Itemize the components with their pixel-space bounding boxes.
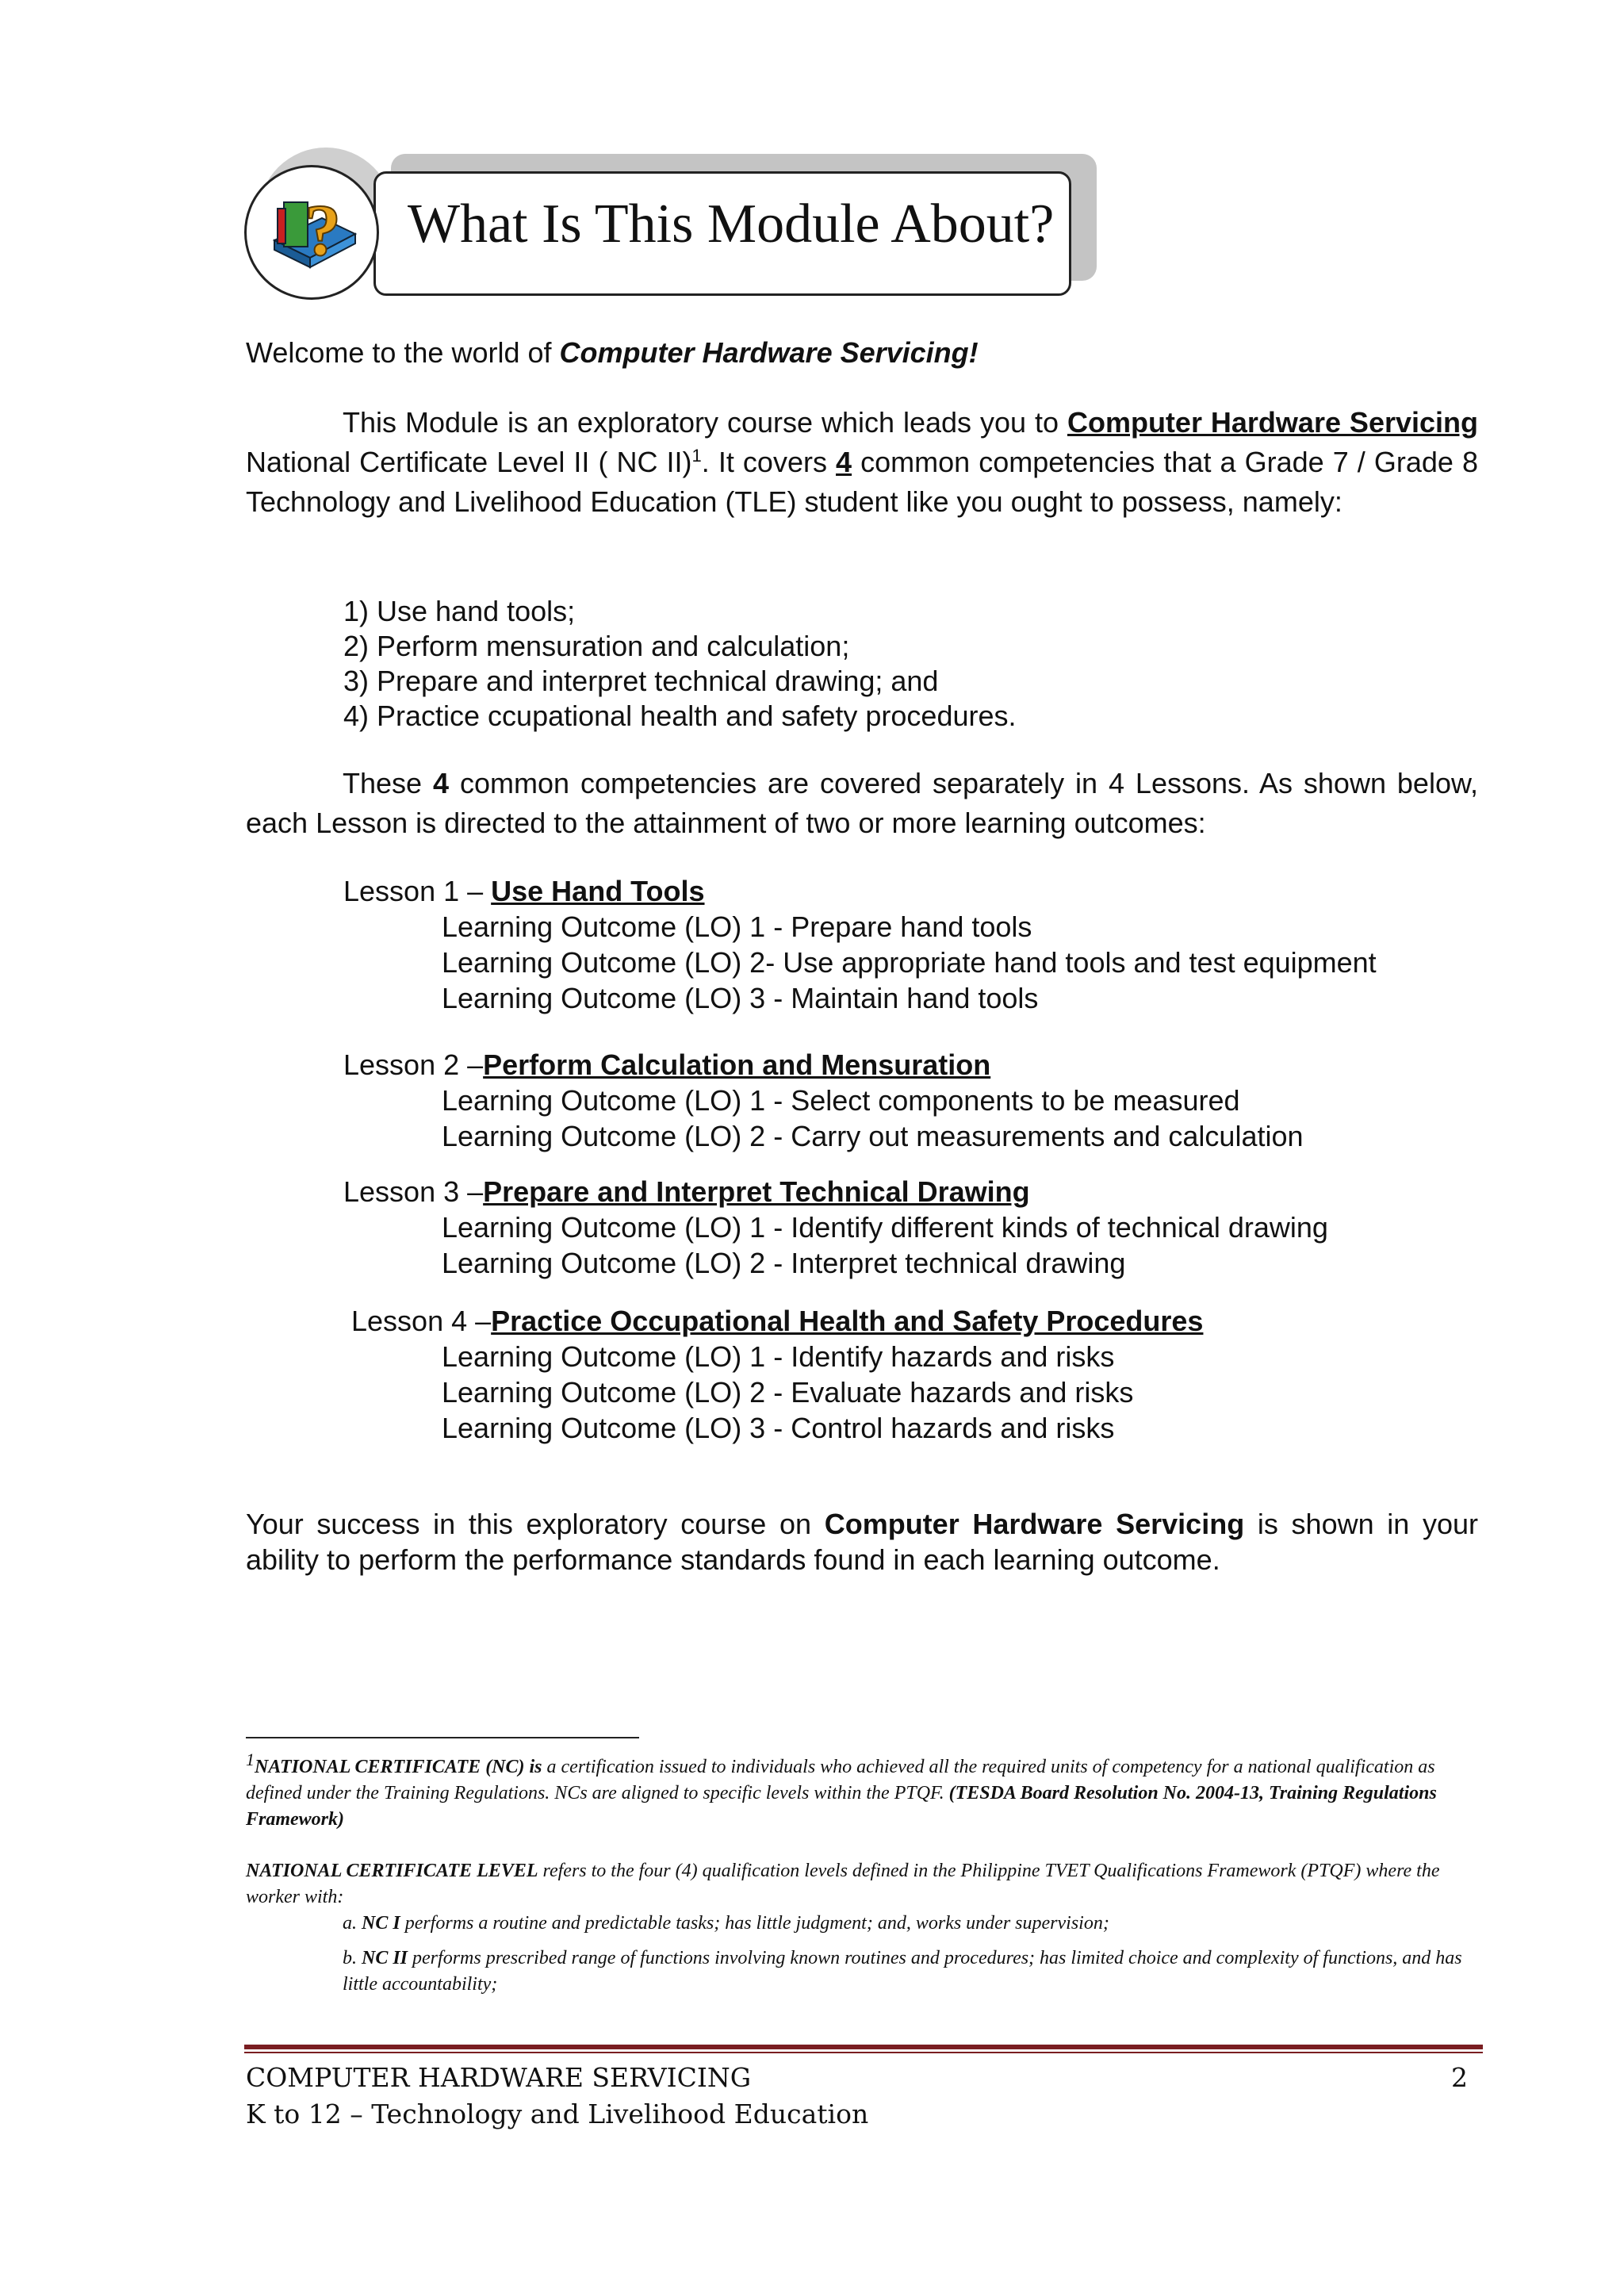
learning-outcome: Learning Outcome (LO) 2- Use appropriate hand tools and test equipment [442,946,1377,979]
welcome-line [246,333,979,373]
learning-outcome: Learning Outcome (LO) 1 - Select components to be measured [442,1084,1240,1117]
footnote-item-b [343,1945,1478,1998]
footnote-divider [246,1737,639,1738]
footnote-reference-source: (TESDA Board Resolution No. 2004-13, Training Regulations Framework) [246,1783,1437,1830]
lesson-heading [343,873,1377,909]
learning-outcome: Learning Outcome (LO) 1 - Identify hazards and risks [442,1340,1115,1373]
footnote-nc-level [246,1858,1478,1911]
lesson-block-2 [343,1047,1304,1154]
lessons-intro-text-1: These [343,767,433,799]
lesson-prefix: Lesson 4 – [343,1305,492,1337]
banner-icon-circle [244,165,379,300]
page-number: 2 [1451,2062,1468,2093]
intro-text-1: This Module is an exploratory course which leads you to [343,406,1067,439]
learning-outcome: Learning Outcome (LO) 2 - Carry out measurements and calculation [442,1120,1304,1152]
section-banner [244,148,1101,306]
footer-subtitle: K to 12 – Technology and Livelihood Education [246,2099,869,2129]
page-title: What Is This Module About? [408,194,1055,255]
intro-text-2: National Certificate Level II ( NC II) [246,446,692,478]
svg-text:?: ? [304,190,341,270]
footnote-mark: 1 [246,1750,255,1769]
welcome-emphasis: Computer Hardware Servicing! [559,336,979,369]
closing-text-1: Your success in this exploratory course on [246,1508,825,1540]
lesson-heading [343,1303,1203,1339]
intro-count: 4 [836,446,852,478]
footnote-item-a [246,1911,1478,1937]
competency-list [343,594,1017,734]
footnote-definition: a certification issued to individuals who achieved all the required units of competency for a national qualification as defined under the Training Regulations. NCs are aligned to specific levels within the PTQF. [246,1757,1435,1803]
footnote-item-text: performs prescribed range of functions involving known routines and procedures; has limited choice and complexity of functions, and has little accountability; [343,1948,1462,1995]
lesson-title: Use Hand Tools [491,875,705,907]
footnote-nc [246,1750,1478,1833]
footnote-item-text: performs a routine and predictable tasks; has little judgment; and, works under supervision; [400,1913,1109,1934]
lesson-title: Perform Calculation and Mensuration [483,1048,991,1081]
list-item: 1) Use hand tools; [343,595,576,627]
list-item: 2) Perform mensuration and calculation; [343,630,850,662]
lesson-prefix: Lesson 2 – [343,1048,484,1081]
footnote-reference: 1 [691,446,702,466]
welcome-prefix: Welcome to the world of [246,336,560,369]
lesson-heading [343,1174,1328,1209]
learning-outcome: Learning Outcome (LO) 1 - Identify different kinds of technical drawing [442,1211,1328,1244]
lesson-block-4 [343,1303,1203,1446]
closing-emphasis: Computer Hardware Servicing [824,1508,1245,1540]
lesson-block-3 [343,1174,1328,1281]
learning-outcome: Learning Outcome (LO) 2 - Evaluate hazards and risks [442,1376,1134,1409]
lesson-title: Prepare and Interpret Technical Drawing [483,1175,1030,1208]
footnote-term: NATIONAL CERTIFICATE (NC) is [255,1757,542,1777]
footnote-item-prefix: b. [343,1948,362,1968]
learning-outcome: Learning Outcome (LO) 3 - Control hazards and risks [442,1412,1115,1444]
lesson-block-1 [343,873,1377,1016]
banner-title-box [373,171,1071,296]
footer-title: COMPUTER HARDWARE SERVICING [246,2062,752,2093]
footnote-item-term: NC II [362,1948,408,1968]
learning-outcome: Learning Outcome (LO) 2 - Interpret technical drawing [442,1247,1126,1279]
lesson-prefix: Lesson 3 – [343,1175,484,1208]
lessons-intro-count: 4 [433,767,450,799]
lessons-intro-paragraph [246,764,1478,843]
closing-paragraph [246,1506,1478,1577]
lesson-prefix: Lesson 1 – [343,875,492,907]
list-item: 3) Prepare and interpret technical drawing; and [343,665,939,697]
lesson-title: Practice Occupational Health and Safety Procedures [491,1305,1204,1337]
intro-course-name: Computer Hardware Servicing [1067,406,1478,439]
lessons-intro-text-2: common competencies are covered separately in 4 Lessons. As shown below, each Lesson is directed to the attainment of two or more learning outcomes: [246,767,1478,839]
closing-text-2: is shown in your ability to perform the performance standards found in each learning outcome. [246,1508,1479,1576]
footer-rule [244,2045,1483,2049]
learning-outcome: Learning Outcome (LO) 3 - Maintain hand tools [442,982,1039,1014]
footnote-item-term: NC I [362,1913,400,1934]
lesson-heading [343,1047,1304,1083]
intro-text-3: . It covers [701,446,837,478]
list-item: 4) Practice ccupational health and safety procedures. [343,700,1017,732]
footer-rule-thin [244,2052,1483,2053]
footnote-definition: refers to the four (4) qualification levels defined in the Philippine TVET Qualifications Framework (PTQF) where the worker with: [246,1861,1440,1907]
footnote-item-prefix: a. [343,1913,362,1934]
intro-paragraph [246,403,1478,522]
intro-text-4: common competencies that a Grade 7 / Grade 8 Technology and Livelihood Education (TLE) student like you ought to possess, namely: [246,446,1478,518]
learning-outcome: Learning Outcome (LO) 1 - Prepare hand tools [442,910,1032,943]
footnote-term: NATIONAL CERTIFICATE LEVEL [246,1861,538,1881]
